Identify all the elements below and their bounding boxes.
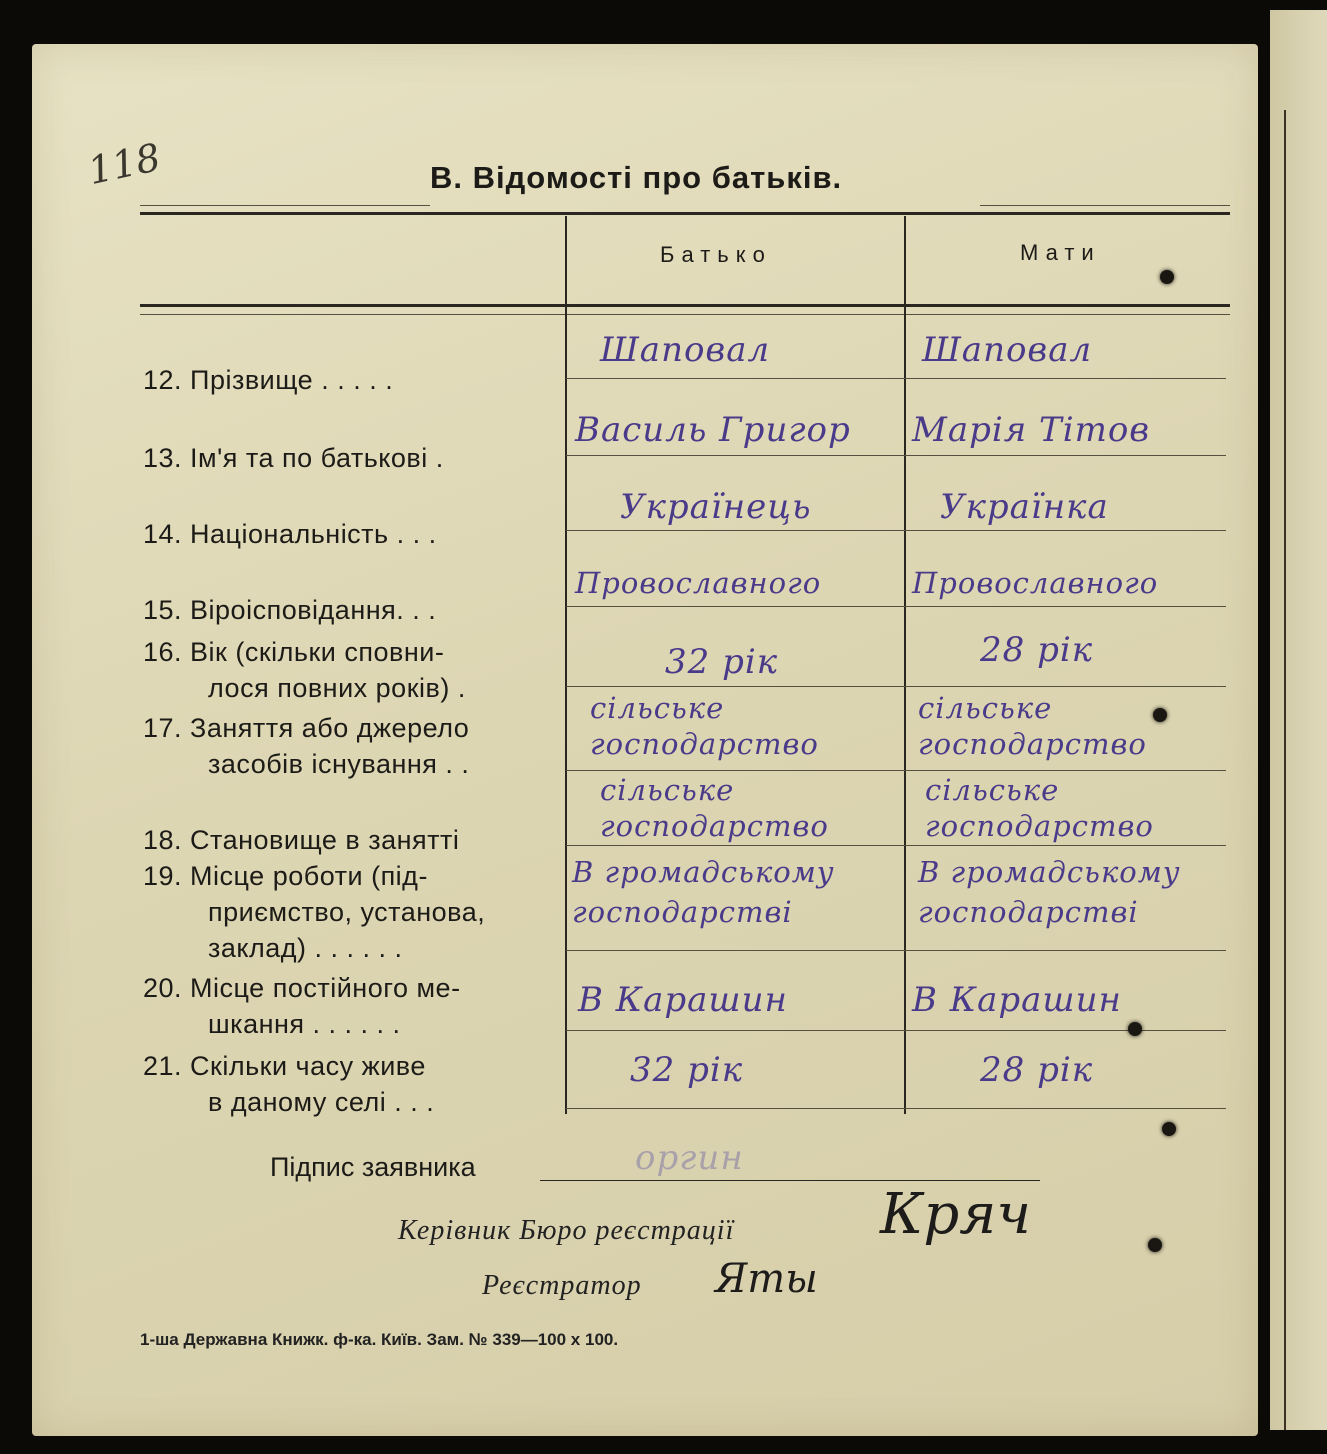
father-residence: В Карашин [578,980,788,1020]
row-rule [566,950,1226,951]
registrar-signature: Яты [715,1256,818,1302]
label-religion: 15. Віроісповідання. . . [143,595,437,625]
column-divider-left [565,216,567,1114]
applicant-signature-label: Підпис заявника [270,1152,476,1182]
rule-top-left [140,205,430,206]
label-surname: 12. Прізвище . . . . . [143,365,394,395]
label-nationality: 14. Національність . . . [143,519,437,549]
column-divider-middle [904,216,906,1114]
row-rule [566,845,1226,846]
label-residence-2: шкання . . . . . . [208,1009,401,1039]
punch-hole [1160,270,1174,284]
head-of-bureau-label: Керівник Бюро реєстрації [398,1215,735,1246]
mother-years: 28 рік [980,1050,1094,1090]
row-rule [566,1030,1226,1031]
rule-header-bottom-2 [140,314,1230,315]
father-nationality: Українець [620,487,812,527]
label-residence: 20. Місце постійного ме- [143,973,461,1003]
registrar-label: Реєстратор [482,1270,642,1301]
label-workplace: 19. Місце роботи (під- [143,861,428,891]
father-workplace: В громадському господарстві [572,855,835,929]
row-rule [566,686,1226,687]
father-name: Василь Григор [575,410,851,450]
rule-header-bottom [140,304,1230,307]
corner-note: 118 [84,134,165,194]
father-religion: Провославного [575,566,822,600]
mother-age: 28 рік [980,630,1094,670]
father-occupation: сільське господарство [590,691,819,761]
label-occupation-2: засобів існування . . [208,749,470,779]
column-header-father: Батько [660,242,772,267]
head-of-bureau-signature: Кряч [880,1182,1032,1247]
rule-top-right [980,205,1230,206]
punch-hole [1148,1238,1162,1252]
applicant-signature: оргин [635,1138,744,1178]
row-rule [566,770,1226,771]
adjacent-page-edge [1270,10,1327,1430]
father-position: сільське господарство [600,773,829,843]
mother-position: сільське господарство [925,773,1154,843]
row-rule [566,606,1226,607]
row-rule [566,455,1226,456]
page-title: В. Відомості про батьків. [430,160,843,195]
mother-nationality: Українка [940,487,1109,527]
label-occupation: 17. Заняття або джерело [143,713,470,743]
label-age-2: лося повних років) . [208,673,466,703]
mother-religion: Провославного [912,566,1159,600]
row-rule [566,378,1226,379]
punch-hole [1128,1022,1142,1036]
printer-footer: 1-ша Державна Книжк. ф-ка. Київ. Зам. № 339—100 x 100. [140,1330,619,1349]
label-years-in-village: 21. Скільки часу живе [143,1051,426,1081]
column-header-mother: Мати [1020,240,1101,265]
row-rule [566,1108,1226,1109]
label-name-patronymic: 13. Ім'я та по батькові . [143,443,444,473]
punch-hole [1162,1122,1176,1136]
punch-hole [1153,708,1167,722]
applicant-signature-line [540,1180,1040,1181]
label-workplace-3: заклад) . . . . . . [208,933,403,963]
mother-occupation: сільське господарство [918,691,1147,761]
father-years: 32 рік [630,1050,744,1090]
mother-residence: В Карашин [912,980,1122,1020]
mother-name: Марія Тітов [912,410,1151,450]
label-position: 18. Становище в занятті [143,825,460,855]
row-rule [566,530,1226,531]
rule-top [140,212,1230,215]
label-years-in-village-2: в даному селі . . . [208,1087,435,1117]
father-age: 32 рік [665,642,779,682]
label-workplace-2: приємство, установа, [208,897,486,927]
father-surname: Шаповал [600,330,771,370]
mother-surname: Шаповал [922,330,1093,370]
mother-workplace: В громадському господарстві [918,855,1181,929]
label-age: 16. Вік (скільки сповни- [143,637,445,667]
